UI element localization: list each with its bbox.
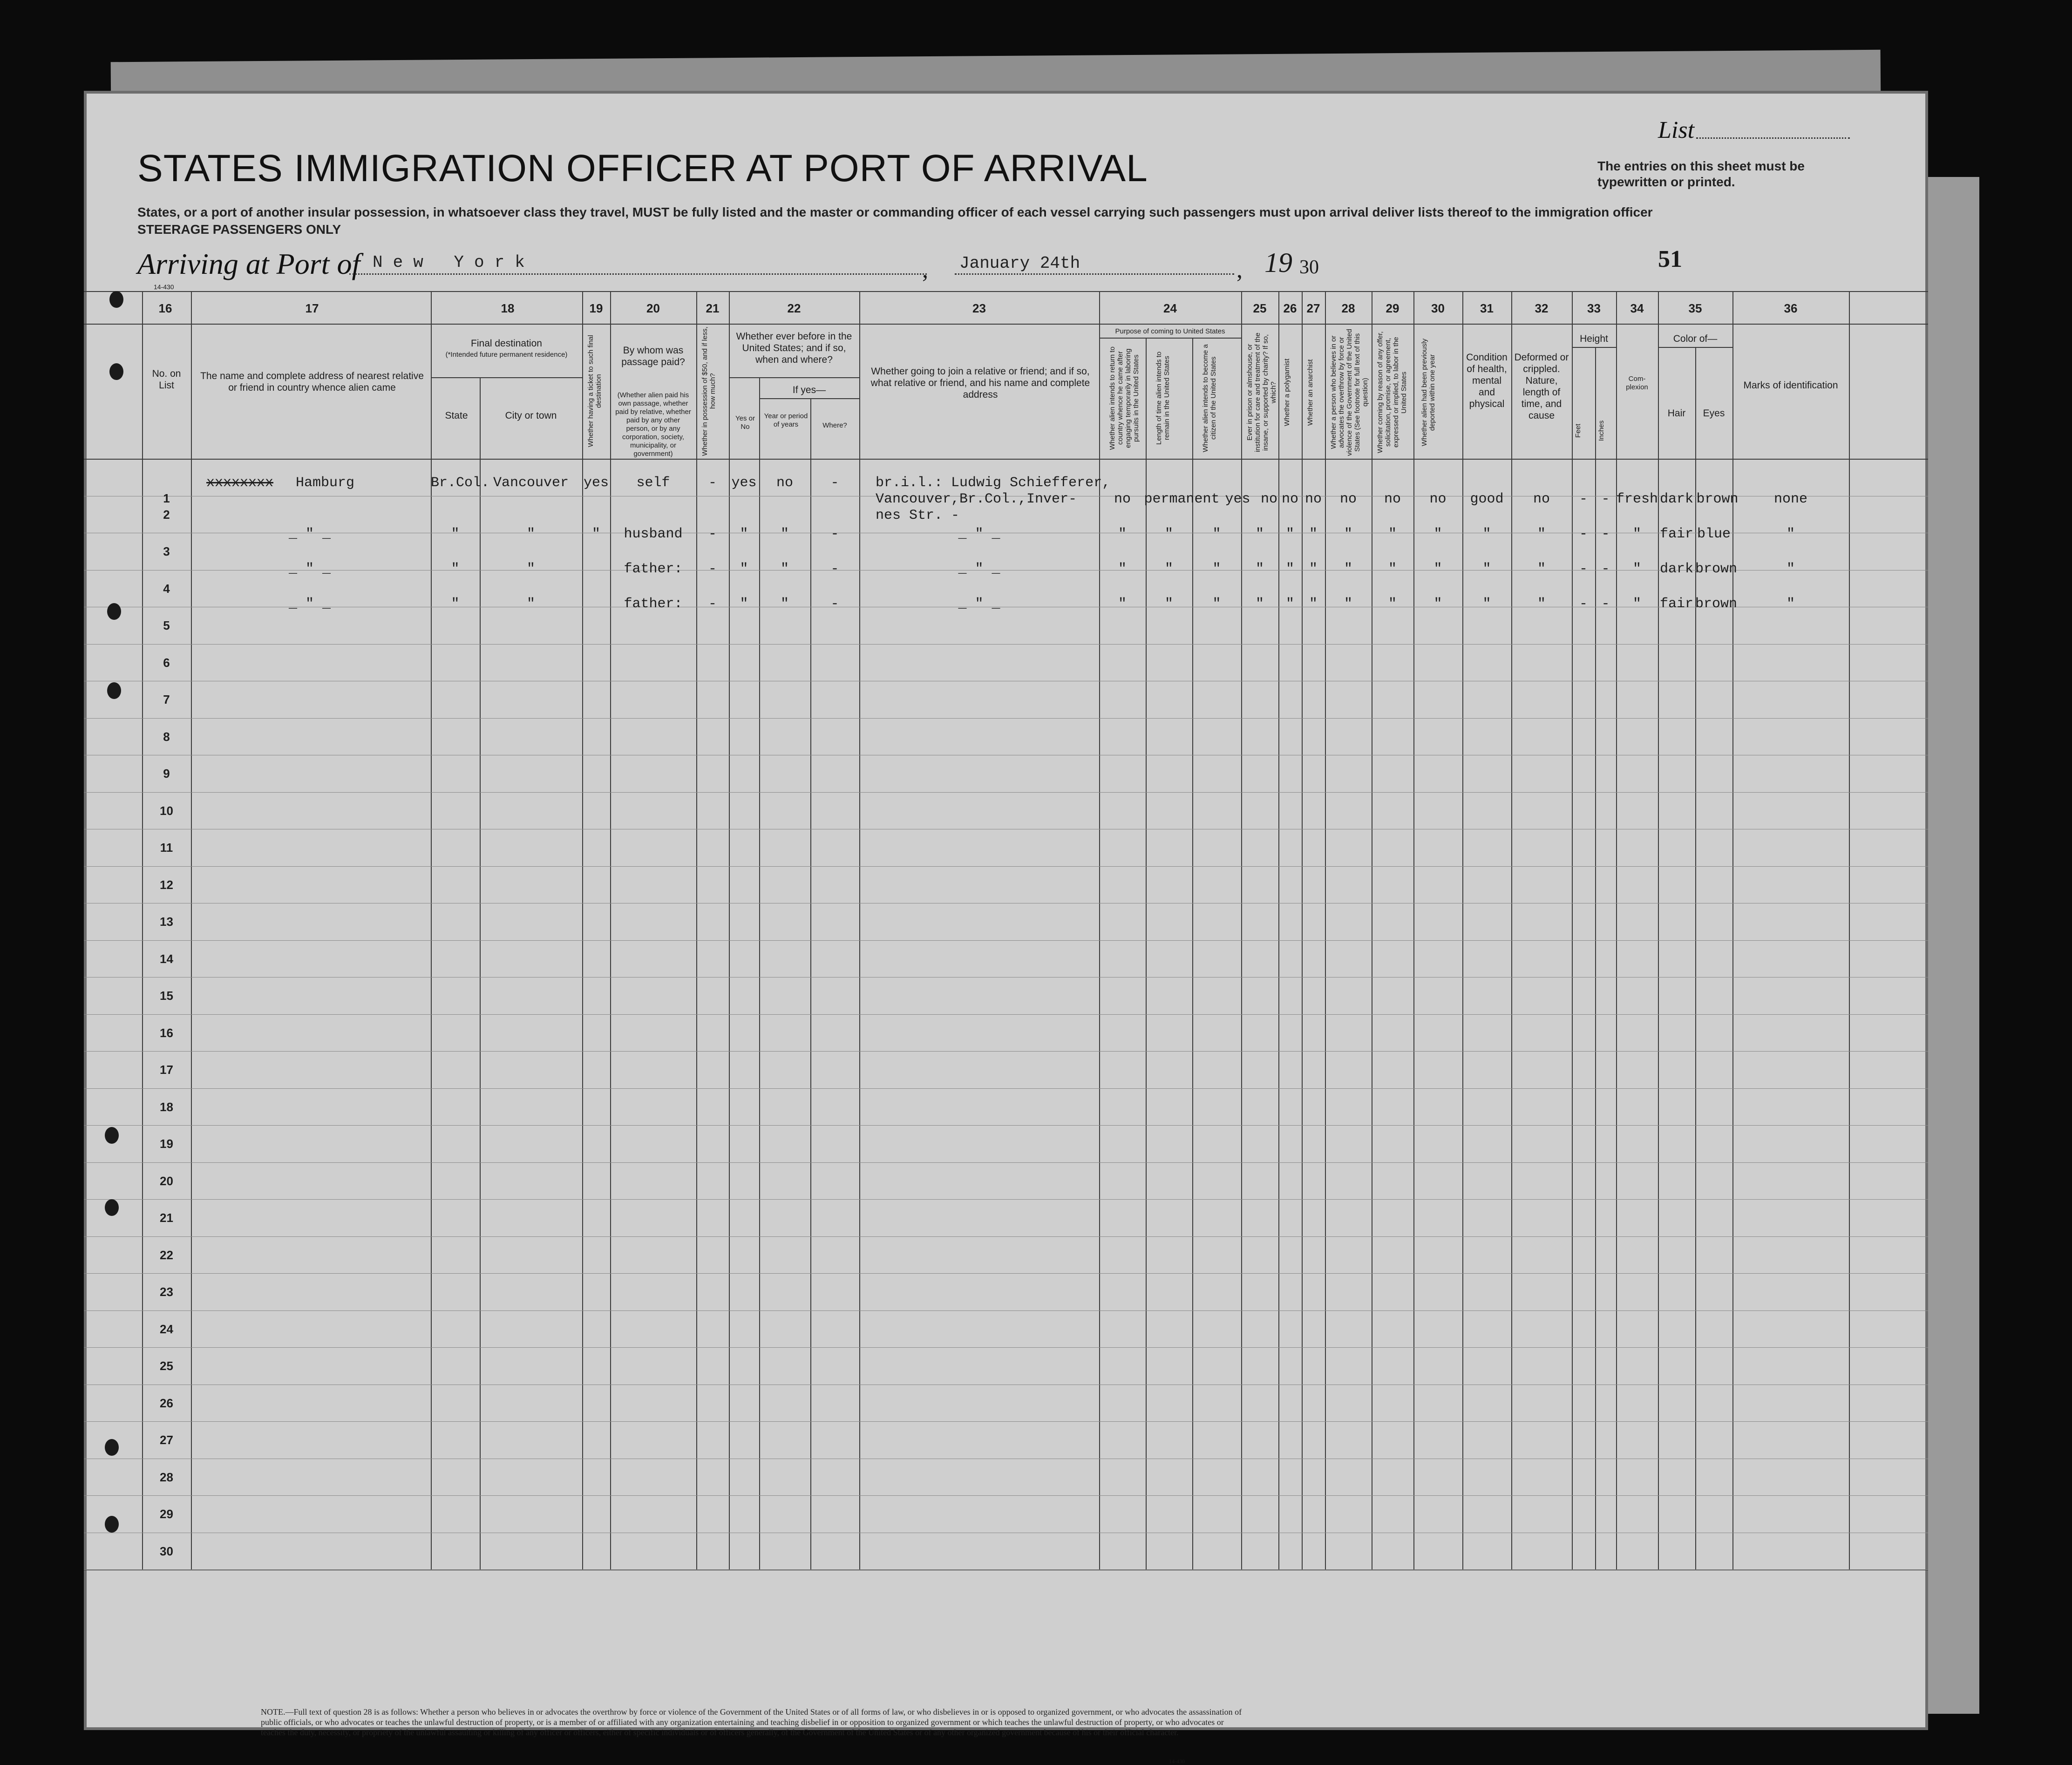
eyes-cell: blue	[1697, 526, 1731, 542]
col-line	[191, 291, 192, 1569]
colnum-28: 28	[1341, 301, 1355, 315]
row-rule	[84, 1199, 1928, 1200]
row-number: 1	[163, 491, 170, 505]
header-feet: Feet	[1574, 424, 1582, 438]
ever-before-cell: "	[740, 526, 748, 542]
colnum-21: 21	[706, 301, 720, 315]
health-cell: good	[1470, 491, 1504, 507]
row-rule	[84, 977, 1928, 978]
header-deformed: Deformed or crippled. Nature, length of time, and cause	[1514, 352, 1569, 421]
form-code-bottom: 14-430	[1169, 1758, 1185, 1765]
anarchist-cell: "	[1309, 526, 1318, 542]
header-purpose-a: Whether alien intends to return to country whence he came after engaging temporarily in laboring pursuits in the United States	[1108, 346, 1140, 450]
header-inches: Inches	[1597, 420, 1605, 441]
row-number: 15	[160, 989, 173, 1003]
header-anarchist: Whether an anarchist	[1306, 359, 1314, 426]
col-line	[1241, 291, 1242, 1569]
purpose-b-cell: "	[1164, 596, 1173, 612]
header-purpose-c: Whether alien intends to become a citizen of the United States	[1202, 344, 1217, 452]
colnum-23: 23	[972, 301, 986, 315]
date-comma: ,	[1236, 257, 1243, 283]
joining-cell-line2: Vancouver,Br.Col.,Inver-	[876, 491, 1077, 507]
manifest-page	[84, 91, 1928, 1765]
relative-cell: Hamburg	[296, 475, 355, 491]
col-line	[1278, 291, 1279, 1569]
ever-before-cell: yes	[731, 475, 757, 491]
col-line	[1732, 291, 1733, 1569]
col-line	[1616, 291, 1617, 1569]
row-number: 6	[163, 655, 170, 670]
row-rule	[84, 1310, 1928, 1311]
row-number: 21	[160, 1211, 173, 1225]
header-bottom-rule	[84, 459, 1928, 460]
purpose-a-cell: "	[1118, 526, 1127, 542]
row-number: 30	[160, 1544, 173, 1558]
deported-cell: "	[1433, 596, 1442, 612]
year-prefix: 19	[1264, 247, 1292, 278]
deformed-cell: no	[1533, 491, 1550, 507]
marks-cell: "	[1786, 561, 1795, 577]
row-rule	[84, 1014, 1928, 1015]
subheader-rule	[759, 398, 859, 399]
header-final-destination-note: (*Intended future permanent residence)	[445, 351, 568, 359]
ever-before-cell: "	[740, 561, 748, 577]
list-label: List	[1658, 117, 1695, 143]
money-cell: -	[708, 475, 717, 491]
money-cell: -	[708, 596, 717, 612]
purpose-c-cell: "	[1212, 596, 1221, 612]
anarchist-cell: no	[1304, 491, 1322, 507]
marks-cell: "	[1786, 596, 1795, 612]
overthrow-cell: no	[1339, 491, 1357, 507]
header-prison: Ever in prison or almshouse, or institution for care and treatment of the insane, or supported by charity? If so, which?	[1246, 333, 1277, 452]
col-line	[1462, 291, 1463, 1569]
contract-cell: no	[1384, 491, 1401, 507]
colnum-22: 22	[787, 301, 801, 315]
row-number: 17	[160, 1063, 173, 1077]
feet-cell: -	[1579, 526, 1588, 542]
row-number: 14	[160, 951, 173, 966]
deformed-cell: "	[1537, 561, 1546, 577]
row-rule	[84, 1051, 1928, 1052]
header-city: City or town	[505, 410, 557, 421]
colnum-35: 35	[1688, 301, 1702, 315]
row-number: 27	[160, 1433, 173, 1447]
header-joining: Whether going to join a relative or friend; and if so, what relative or friend, and his name and complete address	[870, 366, 1090, 400]
state-cell: "	[451, 526, 460, 542]
year-cell: "	[780, 596, 789, 612]
year-cell: "	[780, 526, 789, 542]
row-rule	[84, 1236, 1928, 1237]
overthrow-cell: "	[1344, 526, 1352, 542]
col-line	[1413, 291, 1414, 1569]
anarchist-cell: "	[1309, 561, 1318, 577]
deformed-cell: "	[1537, 596, 1546, 612]
ever-before-cell: "	[740, 596, 748, 612]
row-number: 10	[160, 803, 173, 818]
colnum-30: 30	[1431, 301, 1445, 315]
col-line	[1511, 291, 1512, 1569]
arriving-label: Arriving at Port of	[137, 247, 360, 280]
complexion-cell: "	[1632, 596, 1641, 612]
header-ever-before: Whether ever before in the United States; and if so, when and where?	[736, 331, 852, 365]
row-rule	[84, 792, 1928, 793]
contract-cell: "	[1388, 526, 1397, 542]
colnum-20: 20	[646, 301, 660, 315]
hair-cell: fair	[1659, 526, 1693, 542]
row-rule	[84, 940, 1928, 941]
state-cell: "	[451, 596, 460, 612]
header-overthrow: Whether a person who believes in or advocates the overthrow by force or violence of the Government of the United States (See footnote for full text of this question)	[1330, 329, 1369, 456]
row-number: 22	[160, 1248, 173, 1262]
row-number: 18	[160, 1100, 173, 1114]
col-line	[1302, 291, 1303, 1569]
col-line	[759, 377, 760, 1569]
colnum-26: 26	[1283, 301, 1297, 315]
state-cell: Br.Col.	[431, 475, 490, 491]
header-hair: Hair	[1667, 408, 1686, 419]
row-rule	[84, 1088, 1928, 1089]
health-cell: "	[1482, 526, 1491, 542]
colnum-16: 16	[158, 301, 172, 315]
eyes-cell: brown	[1695, 596, 1738, 612]
relative-cell: _ " _	[288, 561, 331, 577]
date-blank-line	[955, 273, 1234, 275]
page-number: 51	[1658, 246, 1682, 272]
table-top-rule	[84, 291, 1928, 292]
polygamist-cell: "	[1285, 561, 1294, 577]
row-number: 7	[163, 692, 170, 706]
binder-hole	[109, 291, 123, 308]
header-purpose-b: Length of time alien intends to remain in the United States	[1155, 351, 1171, 445]
binder-hole	[105, 1127, 119, 1144]
row-rule	[84, 1273, 1928, 1274]
subheader-rule	[1099, 338, 1241, 339]
entries-note: The entries on this sheet must be typewritten or printed.	[1597, 159, 1805, 189]
money-cell: -	[708, 526, 717, 542]
purpose-a-cell: "	[1118, 596, 1127, 612]
anarchist-cell: "	[1309, 596, 1318, 612]
city-cell: Vancouver	[493, 475, 569, 491]
polygamist-cell: "	[1285, 526, 1294, 542]
header-no-on-list: No. on List	[152, 368, 181, 391]
row-rule	[84, 644, 1928, 645]
inches-cell: -	[1601, 561, 1610, 577]
row-rule	[84, 1347, 1928, 1348]
date-value: January 24th	[959, 254, 1080, 273]
subtitle-instructions: States, or a port of another insular possession, in whatsoever class they travel, MUST be fully listed and the master or commanding officer of each vessel carrying such passengers must upon arrival deliver lists thereof to the immigration officer	[137, 205, 1653, 219]
prison-cell: "	[1255, 596, 1264, 612]
row-number: 26	[160, 1396, 173, 1410]
colnum-17: 17	[305, 301, 319, 315]
header-contract: Whether coming by reason of any offer, solicitation, promise, or agreement, expressed or implied, to labor in the United States	[1376, 331, 1408, 454]
row-rule	[84, 1569, 1928, 1570]
deported-cell: "	[1433, 561, 1442, 577]
header-ticket: Whether having a ticket to such final destination	[587, 335, 603, 448]
relative-cell: _ " _	[288, 596, 331, 612]
col-line	[859, 291, 860, 1569]
header-complexion: Com-plexion	[1626, 375, 1648, 391]
row-number: 19	[160, 1137, 173, 1151]
row-number: 9	[163, 767, 170, 781]
subtitle-class: STEERAGE PASSENGERS ONLY	[137, 222, 341, 237]
inches-cell: -	[1601, 526, 1610, 542]
deported-cell: no	[1429, 491, 1447, 507]
year-cell: "	[780, 561, 789, 577]
header-passage-note: (Whether alien paid his own passage, whether paid by relative, whether paid by any other person, or by any corporation, society, municipality, or government)	[615, 391, 691, 458]
binder-hole	[105, 1199, 119, 1216]
form-code-top: 14-430	[154, 283, 174, 291]
row-number: 23	[160, 1285, 173, 1299]
row-number: 8	[163, 729, 170, 744]
marks-cell: none	[1773, 491, 1807, 507]
eyes-cell: brown	[1696, 491, 1739, 507]
colnum-34: 34	[1630, 301, 1644, 315]
row-number: 13	[160, 915, 173, 929]
city-cell: "	[526, 561, 535, 577]
paid-by-cell: husband	[624, 526, 683, 542]
deported-cell: "	[1433, 526, 1442, 542]
col-line	[1658, 291, 1659, 1569]
money-cell: -	[708, 561, 717, 577]
contract-cell: "	[1388, 561, 1397, 577]
joining-line1-cell: _ " _	[958, 596, 1000, 612]
colnum-33: 33	[1587, 301, 1601, 315]
polygamist-cell: "	[1285, 596, 1294, 612]
inches-cell: -	[1601, 596, 1610, 612]
purpose-a-cell: "	[1118, 561, 1127, 577]
row-number: 12	[160, 877, 173, 892]
subheader-rule	[431, 377, 582, 378]
purpose-b-cell: "	[1164, 526, 1173, 542]
purpose-c-cell: yes	[1225, 491, 1250, 507]
where-cell: -	[830, 596, 839, 612]
colnum-32: 32	[1535, 301, 1549, 315]
binder-hole	[107, 603, 121, 620]
where-cell: -	[830, 561, 839, 577]
relative-cell: _ " _	[288, 526, 331, 542]
prison-cell: "	[1255, 561, 1264, 577]
where-cell: -	[830, 526, 839, 542]
joining-cell-line3: nes Str. -	[876, 508, 960, 523]
contract-cell: "	[1388, 596, 1397, 612]
port-blank-line	[349, 273, 927, 275]
header-eyes: Eyes	[1703, 408, 1725, 419]
colnum-24: 24	[1163, 301, 1177, 315]
row-number: 20	[160, 1174, 173, 1188]
colnum-36: 36	[1784, 301, 1798, 315]
purpose-a-cell: no	[1114, 491, 1131, 507]
health-cell: "	[1482, 596, 1491, 612]
complexion-cell: fresh	[1616, 491, 1658, 507]
col-line	[480, 377, 481, 1569]
binder-hole	[105, 1516, 119, 1533]
purpose-c-cell: "	[1212, 526, 1221, 542]
header-polygamist: Whether a polygamist	[1283, 358, 1291, 427]
colnum-25: 25	[1253, 301, 1267, 315]
paid-by-cell: self	[636, 475, 670, 491]
row-number: 28	[160, 1470, 173, 1484]
purpose-c-cell: "	[1212, 561, 1221, 577]
hair-cell: dark	[1659, 561, 1693, 577]
colnum-18: 18	[501, 301, 515, 315]
col-line	[1325, 291, 1326, 1569]
port-comma: ,	[922, 257, 928, 283]
header-purpose: Purpose of coming to United States	[1115, 327, 1225, 335]
subheader-rule	[729, 377, 859, 378]
ticket-cell: "	[591, 526, 600, 542]
overthrow-cell: "	[1344, 561, 1352, 577]
year-cell: no	[776, 475, 793, 491]
where-cell: -	[830, 475, 839, 491]
row-number: 3	[163, 544, 170, 558]
binder-hole	[107, 682, 121, 699]
row-number: 4	[163, 581, 170, 596]
joining-line1-cell: _ " _	[958, 561, 1000, 577]
footnote-question-28: NOTE.—Full text of question 28 is as follows: Whether a person who believes in or advocates the overthrow by force or violence of the Government of the United States or of all forms of law, or who disbelieves in or is opposed to organized government, or who advocates the assassination of public officials, or who advocates or teaches the unlawful destruction of property, or is a member of or affiliated with any organization entertaining and teaching disbelief in or opposition to organized government or which teaches the unlawful destruction of property, or who advocates or teaches the duty, necessity, or propriety of the unlawful assaulting or killing of any officer or officers, either of specific individuals or of officers generally, of the Government of the United States or of any other organized government because of his or their official character.	[261, 1707, 1242, 1737]
header-if-yes: If yes—	[792, 385, 826, 395]
marks-cell: "	[1786, 526, 1795, 542]
year-suffix: 30	[1299, 257, 1319, 278]
header-final-destination: Final destination	[471, 338, 542, 349]
prison-cell: "	[1255, 526, 1264, 542]
state-cell: "	[451, 561, 460, 577]
city-cell: "	[526, 596, 535, 612]
complexion-cell: "	[1632, 526, 1641, 542]
col-line	[142, 291, 143, 1569]
complexion-cell: "	[1632, 561, 1641, 577]
purpose-b-cell: "	[1164, 561, 1173, 577]
col-line	[1572, 291, 1573, 1569]
manifest-header	[84, 91, 1928, 291]
row-rule	[84, 1162, 1928, 1163]
joining-line1-cell: _ " _	[958, 526, 1000, 542]
header-where: Where?	[822, 421, 847, 429]
purpose-b-cell: permanent	[1144, 491, 1220, 507]
inches-cell: -	[1601, 491, 1610, 507]
paid-by-cell: father:	[624, 561, 683, 577]
deformed-cell: "	[1537, 526, 1546, 542]
city-cell: "	[526, 526, 535, 542]
row-rule	[84, 866, 1928, 867]
eyes-cell: brown	[1695, 561, 1738, 577]
row-rule	[84, 1421, 1928, 1422]
joining-cell-line1: br.i.l.: Ludwig Schiefferer,	[876, 475, 1111, 491]
header-color-of: Color of—	[1673, 333, 1718, 344]
row-number: 25	[160, 1359, 173, 1373]
subheader-rule	[1572, 347, 1616, 348]
row-rule	[84, 718, 1928, 719]
ticket-cell: yes	[583, 475, 609, 491]
column-number-rule	[84, 324, 1928, 325]
header-possession-50: Whether in possession of $50, and if less, how much?	[701, 326, 717, 456]
colnum-27: 27	[1306, 301, 1320, 315]
row-number: 29	[160, 1507, 173, 1521]
header-deported: Whether alien had been previously deported within one year	[1420, 339, 1436, 446]
header-year-period: Year or period of years	[764, 412, 808, 428]
hair-cell: fair	[1659, 596, 1693, 612]
row-rule	[84, 1495, 1928, 1496]
feet-cell: -	[1579, 491, 1588, 507]
port-value: New York	[373, 253, 535, 272]
feet-cell: -	[1579, 561, 1588, 577]
hair-cell: dark	[1659, 491, 1693, 507]
col-line	[1849, 291, 1850, 1569]
binder-hole	[109, 363, 123, 380]
colnum-19: 19	[589, 301, 603, 315]
row-number: 2	[163, 507, 170, 522]
row-number: 16	[160, 1025, 173, 1040]
feet-cell: -	[1579, 596, 1588, 612]
overthrow-cell: "	[1344, 596, 1352, 612]
binder-hole	[105, 1439, 119, 1456]
paid-by-cell: father:	[624, 596, 683, 612]
colnum-29: 29	[1386, 301, 1399, 315]
relative-struck-text: xxxxxxxx	[206, 475, 274, 491]
row-number: 11	[160, 841, 173, 855]
header-yes-no: Yes or No	[735, 414, 755, 431]
row-rule	[84, 1125, 1928, 1126]
subheader-rule	[1658, 347, 1732, 348]
row-number: 24	[160, 1322, 173, 1336]
row-number: 5	[163, 618, 170, 632]
polygamist-cell: no	[1281, 491, 1298, 507]
header-marks: Marks of identification	[1743, 380, 1838, 391]
page-title: STATES IMMIGRATION OFFICER AT PORT OF ARRIVAL	[137, 147, 1148, 190]
list-blank-line	[1696, 137, 1850, 139]
header-health: Condition of health, mental and physical	[1466, 352, 1508, 409]
header-nearest-relative: The name and complete address of nearest relative or friend in country whence alien came	[200, 371, 424, 393]
manifest-table	[84, 291, 1928, 1581]
header-height: Height	[1580, 333, 1608, 344]
header-passage-paid: By whom was passage paid?	[621, 345, 685, 367]
prison-cell: no	[1260, 491, 1277, 507]
colnum-31: 31	[1480, 301, 1494, 315]
header-state: State	[445, 410, 468, 421]
health-cell: "	[1482, 561, 1491, 577]
